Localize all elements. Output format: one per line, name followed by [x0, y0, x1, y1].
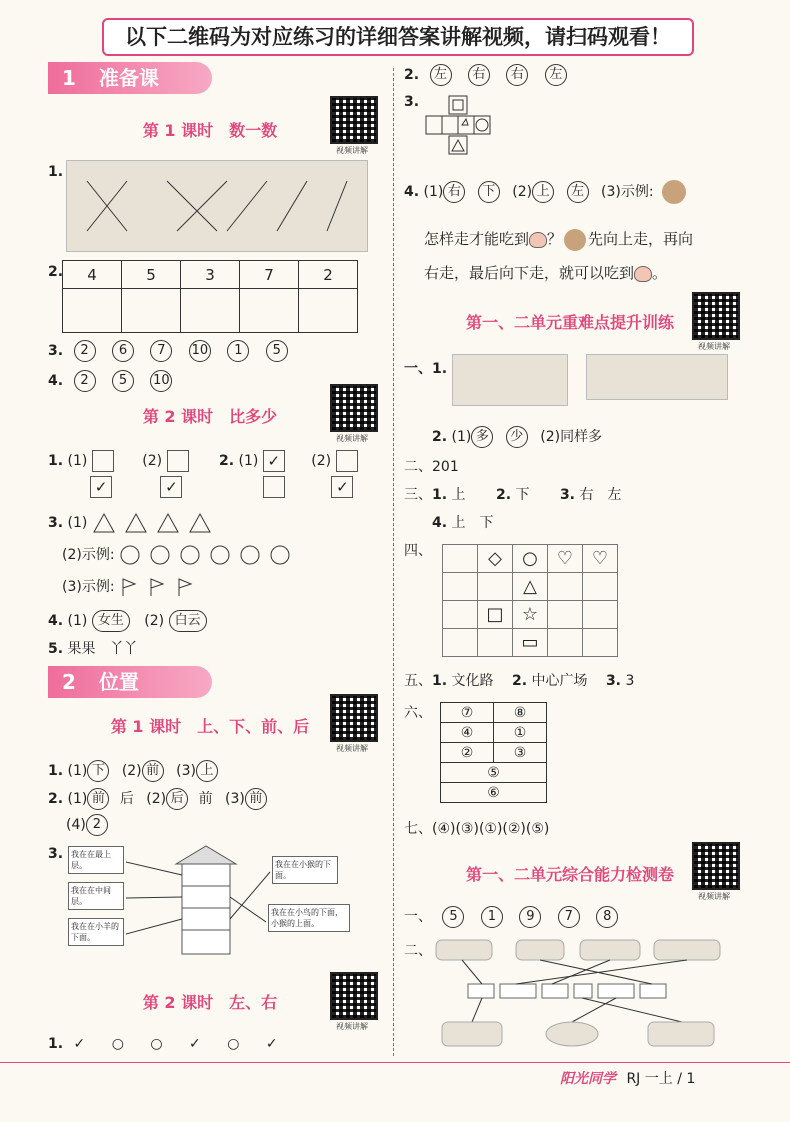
u6-cell: ⑧ [494, 703, 547, 723]
r-q4-line2 [424, 228, 693, 251]
qr-code[interactable] [692, 842, 740, 890]
l2q4-row [48, 610, 207, 632]
column-divider [393, 68, 394, 1056]
speech-bubble: 我在在最上层。 [68, 846, 124, 874]
diamond-cell: ◇ [478, 545, 513, 573]
answer-text: 文化路 [451, 673, 494, 689]
u6-cell: ② [441, 743, 494, 763]
part-label: (2) [121, 763, 142, 779]
q2-number: 2 [299, 261, 358, 289]
answer-circle: 右 [506, 64, 528, 86]
text: 。 [652, 264, 668, 282]
mark: ○ [150, 1036, 163, 1052]
s2q3-label: 3. [48, 846, 64, 862]
section-1-title: 准备课 [98, 66, 159, 90]
banner: 以下二维码为对应练习的详细答案讲解视频，请扫码观看！ [102, 18, 694, 56]
r-q2-label: 2. [404, 67, 420, 83]
footer-line [0, 1062, 790, 1063]
shape-grid [442, 544, 618, 657]
qr-code[interactable] [330, 96, 378, 144]
answer-circle: 5 [266, 340, 288, 362]
part-label: (2)示例: [62, 547, 115, 563]
part-label: (2) [146, 791, 167, 807]
leaf-drawing [240, 289, 299, 333]
leaf-drawing [181, 289, 240, 333]
part-label: (1) [238, 453, 259, 469]
u4-label: 四、 [404, 543, 432, 559]
heart-cell: ♡ [583, 545, 618, 573]
s2l2q1-label: 1. [48, 1036, 64, 1052]
q2-number: 5 [122, 261, 181, 289]
speech-bubble: 我在在小羊的下面。 [68, 918, 124, 946]
t1-row [404, 906, 624, 928]
answer-circle: 5 [112, 370, 134, 392]
answer-circle: 8 [596, 906, 618, 928]
section-1-num: 1 [62, 66, 76, 90]
u6-cell: ⑤ [441, 763, 547, 783]
qr-code[interactable] [330, 694, 378, 742]
part-label: (3) [225, 791, 245, 807]
speech-bubble: 我在在小猴的下面。 [272, 856, 338, 884]
answer-box: ✓ [263, 450, 285, 472]
part-label: (2) [142, 453, 163, 469]
monkey-icon [662, 180, 686, 204]
lesson-title: 第 2 课时 比多少 [142, 407, 278, 426]
r-q4-line3 [424, 262, 667, 283]
l2q4-label: 4. [48, 613, 64, 629]
r-q3-label: 3. [404, 94, 420, 110]
answer-circle: 1 [481, 906, 503, 928]
qr-caption: 视频讲解 [336, 744, 368, 753]
l2q3-row2 [62, 544, 309, 566]
counting-match-diagram [432, 936, 732, 1052]
answer-circle: 右 [468, 64, 490, 86]
footer [560, 1068, 695, 1088]
l2q1-row [48, 450, 358, 472]
rectangle-cell: ▭ [513, 629, 548, 657]
answer-circle: 左 [545, 64, 567, 86]
square-cell: □ [478, 601, 513, 629]
answer-circle: 10 [189, 340, 211, 362]
mark: ✓ [265, 1036, 278, 1052]
part-label: 3. [605, 673, 621, 689]
answer-box [336, 450, 358, 472]
triangle-cell: △ [513, 573, 548, 601]
heart-cell: ♡ [548, 545, 583, 573]
answer-text: 右 左 [579, 487, 622, 503]
l2q3-row3 [62, 576, 209, 598]
part-label: 2. [495, 487, 512, 503]
s2q2-row2 [66, 814, 108, 836]
u6-cell: ① [494, 723, 547, 743]
part-label: (3)示例: [62, 579, 115, 595]
section-2-num: 2 [62, 670, 76, 694]
answer-box [263, 476, 285, 498]
answer-circle: 后 [166, 788, 188, 810]
part-label: (1) [67, 453, 88, 469]
answer-circle: 下 [87, 760, 109, 782]
q2-number: 7 [240, 261, 299, 289]
answer-circle: 2 [74, 340, 96, 362]
qr-code[interactable] [330, 972, 378, 1020]
text: 先向上走，再向 [588, 230, 694, 248]
answer-circle: 1 [227, 340, 249, 362]
part-label: (3)示例: [601, 184, 654, 200]
u6-cell: ④ [441, 723, 494, 743]
brand-logo: 阳光同学 [560, 1071, 616, 1087]
answer-text: 上 [451, 487, 466, 503]
qr-caption: 视频讲解 [698, 892, 730, 901]
answer-text: 中心广场 [531, 673, 588, 689]
s2q2-label: 2. [48, 791, 64, 807]
part-label: 2. [511, 673, 528, 689]
leaf-drawing [122, 289, 181, 333]
l2q3-label: 3. [48, 515, 64, 531]
qr-caption: 视频讲解 [336, 434, 368, 443]
text: ？ [547, 230, 563, 248]
circle-cell: ○ [513, 545, 548, 573]
u3-4-row [432, 512, 494, 532]
part-label: (1) [451, 429, 472, 445]
r-q4-label: 4. [404, 184, 420, 200]
answer-circle: 左 [430, 64, 452, 86]
q2-number: 3 [181, 261, 240, 289]
counting-matching-image [66, 160, 368, 252]
u1-label: 一、1. [404, 361, 448, 377]
answer-box: ✓ [331, 476, 353, 498]
answer-circle: 前 [245, 788, 267, 810]
section-1-header [48, 62, 212, 94]
part-label: 4. [432, 515, 448, 531]
l2q2-label: 2. [219, 453, 235, 469]
leaf-drawing [299, 289, 358, 333]
q3-label: 3. [48, 343, 64, 359]
answer-circle: 上 [532, 181, 554, 203]
r-q2-row [404, 64, 573, 86]
peach-icon [634, 266, 652, 282]
u6-cell: ⑥ [441, 783, 547, 803]
u2-row: 二、201 [404, 459, 459, 475]
answer-text: 上 下 [451, 515, 494, 531]
fruit-grouping-image-2 [586, 354, 728, 400]
q2-table [62, 260, 358, 333]
l2q1-label: 1. [48, 453, 64, 469]
peach-icon [529, 232, 547, 248]
part-label: (2) [512, 184, 533, 200]
answer-text: 3 [625, 673, 635, 689]
l2q5-answer: 果果 丫丫 [67, 641, 138, 657]
qr-code[interactable] [330, 384, 378, 432]
position-matching-diagram [66, 842, 366, 960]
q1-label: 1. [48, 164, 64, 180]
answer-circle: 少 [506, 426, 528, 448]
s2l2q1-row [48, 1036, 278, 1052]
match-lines [432, 936, 732, 1052]
qr-caption: 视频讲解 [698, 342, 730, 351]
s2q2-row [48, 788, 267, 810]
qr-caption: 视频讲解 [336, 1022, 368, 1031]
u1-2-row [432, 426, 602, 448]
u7-label: 七、 [404, 821, 432, 837]
l2q1-row2 [90, 476, 353, 498]
part-label: (4) [66, 817, 86, 833]
u1-2-label: 2. [432, 429, 448, 445]
bookshelf-drawing [66, 842, 366, 960]
part-label: 3. [559, 487, 575, 503]
answer-text: 前 [198, 791, 213, 807]
answer-circle: 上 [196, 760, 218, 782]
section-2-title: 位置 [98, 670, 139, 694]
answer-circle: 5 [442, 906, 464, 928]
answer-circle: 2 [74, 370, 96, 392]
answer-circle: 6 [112, 340, 134, 362]
l2q5-label: 5. [48, 641, 64, 657]
speech-bubble: 我在在中间层。 [68, 882, 124, 910]
t1-label: 一、 [404, 909, 432, 925]
cube-net-drawing [424, 94, 494, 160]
answer-circle: 下 [478, 181, 500, 203]
section-2-header [48, 666, 212, 698]
q4-label: 4. [48, 373, 64, 389]
answer-text: 下 [515, 487, 530, 503]
text: 右走，最后向下走，就可以吃到 [424, 264, 635, 282]
triangles-drawing [92, 512, 222, 534]
answer-oval: 女生 [92, 610, 130, 632]
answer-box: ✓ [90, 476, 112, 498]
r-q4-row [404, 180, 686, 204]
lesson-title: 第 1 课时 数一数 [142, 121, 278, 140]
u6-cell: ⑦ [441, 703, 494, 723]
q2-number: 4 [63, 261, 122, 289]
part-label: (1) [67, 763, 88, 779]
u3-label: 三、 [404, 487, 432, 503]
answer-circle: 前 [142, 760, 164, 782]
answer-circle: 9 [519, 906, 541, 928]
s2q1-label: 1. [48, 763, 64, 779]
part-label: (1) [67, 515, 88, 531]
mark: ✓ [73, 1036, 86, 1052]
answer-box: ✓ [160, 476, 182, 498]
answer-circle: 7 [558, 906, 580, 928]
answer-box [92, 450, 114, 472]
u6-cell: ③ [494, 743, 547, 763]
unit-practice-title: 第一、二单元重难点提升训练 [465, 313, 674, 332]
mark: ○ [111, 1036, 124, 1052]
answer-circle: 2 [86, 814, 108, 836]
t2-label: 二、 [404, 943, 432, 959]
lesson-title: 第 2 课时 左、右 [142, 993, 278, 1012]
u7-row [404, 818, 549, 838]
u5-label: 五、 [404, 673, 432, 689]
text: 怎样走才能吃到 [424, 230, 530, 248]
q4-row [48, 370, 178, 392]
part-label: (1) [67, 791, 88, 807]
answer-text: (④)(③)(①)(②)(⑤) [432, 821, 550, 837]
test-title: 第一、二单元综合能力检测卷 [465, 865, 674, 884]
monkey-icon [564, 229, 586, 251]
u3-row [404, 484, 621, 504]
star-cell: ☆ [513, 601, 548, 629]
mark: ✓ [189, 1036, 201, 1052]
u6-label: 六、 [404, 705, 432, 721]
answer-oval: 白云 [169, 610, 207, 632]
part-label: 1. [432, 673, 448, 689]
answer-text: 后 [119, 791, 134, 807]
answer-circle: 10 [150, 370, 172, 392]
u6-table [440, 702, 547, 803]
l2q5-row [48, 638, 138, 658]
q3-row [48, 340, 294, 362]
qr-code[interactable] [692, 292, 740, 340]
part-label: (1) [423, 184, 444, 200]
fruit-grouping-image-1 [452, 354, 568, 406]
s2q1-row [48, 760, 218, 782]
flags-drawing [119, 576, 209, 598]
part-label: (3) [176, 763, 196, 779]
lesson-title: 第 1 课时 上、下、前、后 [110, 717, 310, 736]
speech-bubble: 我在在小鸟的下面，小猴的上面。 [268, 904, 350, 932]
page-code: RJ 一上 / 1 [626, 1071, 696, 1087]
answer-circle: 7 [150, 340, 172, 362]
qr-caption: 视频讲解 [336, 146, 368, 155]
answer-circle: 前 [87, 788, 109, 810]
mark: ○ [227, 1036, 240, 1052]
part-label: (2) [144, 613, 165, 629]
part-label: 1. [432, 487, 448, 503]
answer-box [167, 450, 189, 472]
circles-drawing [119, 544, 309, 566]
answer-circle: 左 [567, 181, 589, 203]
answer-circle: 多 [471, 426, 493, 448]
part-label: (1) [67, 613, 88, 629]
leaf-drawing [63, 289, 122, 333]
q2-label: 2. [48, 264, 64, 280]
l2q3-row1 [48, 512, 222, 534]
part-label: (2)同样多 [540, 429, 603, 445]
u5-row [404, 670, 634, 690]
part-label: (2) [311, 453, 332, 469]
answer-circle: 右 [443, 181, 465, 203]
